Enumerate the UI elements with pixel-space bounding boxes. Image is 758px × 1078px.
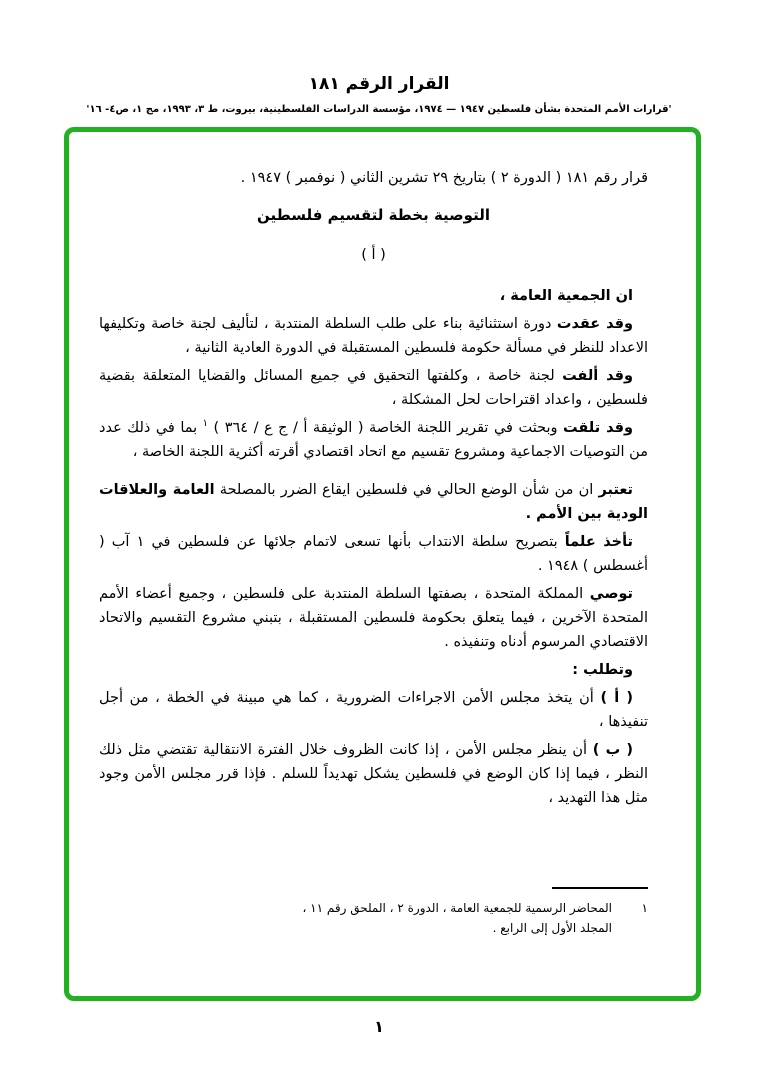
document-title: القرار الرقم ١٨١ <box>308 74 450 94</box>
paragraph <box>99 530 648 578</box>
paragraph <box>99 312 648 360</box>
section-marker: ( أ ) <box>361 247 386 263</box>
page-header <box>0 0 758 115</box>
resolution-subtitle: التوصية بخطة لتقسيم فلسطين <box>257 206 490 224</box>
paragraph-lead: وقد عقدت <box>556 316 633 332</box>
paragraph-item-b <box>99 738 648 810</box>
paragraph-lead: تأخذ علماً <box>564 534 633 550</box>
paragraph-lead: توصي <box>589 586 633 602</box>
paragraph-heading <box>99 658 648 682</box>
paragraph-text: المملكة المتحدة ، بصفتها السلطة المنتدبة على فلسطين ، وجميع أعضاء الأمم المتحدة الآخرين ، فيما يتعلق بحكومة فلسطين المستقبلة ، بتبني مشروع التقسيم والاتحاد الاقتصادي المرسوم أدناه وتنفيذه . <box>99 586 648 650</box>
paragraph <box>99 582 648 654</box>
paragraph-lead: تعتبر <box>598 482 633 498</box>
paragraph-text: دورة استثنائية بناء على طلب السلطة المنتدبة ، لتأليف لجنة خاصة وتكليفها الاعداد للنظر في مسألة حكومة فلسطين المستقبلة في الدورة العادية الثانية ، <box>99 316 648 356</box>
paragraph-preamble <box>99 284 648 308</box>
document-frame <box>64 127 701 1001</box>
paragraph-text: لجنة خاصة ، وكلفتها التحقيق في جميع المسائل والقضايا المتعلقة بقضية فلسطين ، واعداد اقتراحات لحل المشكلة ، <box>99 368 648 408</box>
paragraph-emphasis: العامة والعلاقات الودية بين الأمم . <box>99 482 648 522</box>
paragraph-lead: ( أ ) <box>600 690 633 706</box>
footnote-text: المحاضر الرسمية للجمعية العامة ، الدورة ٢ ، الملحق رقم ١١ ، المجلد الأول إلى الرابع . <box>302 901 612 935</box>
footnote <box>99 898 648 938</box>
footnote-area <box>99 887 648 996</box>
paragraph-text: ان من شأن الوضع الحالي في فلسطين ايقاع الضرر بالمصلحة <box>214 482 599 498</box>
page-number: ١ <box>374 1017 384 1036</box>
footnote-reference: ١ <box>202 418 209 430</box>
paragraph-lead: وتطلب : <box>572 662 633 678</box>
paragraph-lead: ان الجمعية العامة ، <box>499 288 633 304</box>
paragraph-text: بتصريح سلطة الانتداب بأنها تسعى لاتمام جلائها عن فلسطين في ١ آب ( أغسطس ) ١٩٤٨ . <box>99 534 648 574</box>
footnote-separator <box>552 887 648 889</box>
resolution-heading: قرار رقم ١٨١ ( الدورة ٢ ) بتاريخ ٢٩ تشرين الثاني ( نوفمبر ) ١٩٤٧ . <box>240 170 648 186</box>
paragraph-text: أن يتخذ مجلس الأمن الاجراءات الضرورية ، كما هي مبينة في الخطة ، من أجل تنفيذها ، <box>99 690 648 730</box>
paragraph-item-a <box>99 686 648 734</box>
paragraph-lead: وقد ألفت <box>562 368 633 384</box>
paragraph-lead: وقد تلقت <box>563 420 633 436</box>
paragraph <box>99 364 648 412</box>
footnote-number: ١ <box>641 901 648 915</box>
paragraph-text: بما في ذلك عدد من التوصيات الاجماعية ومشروع تقسيم مع اتحاد اقتصادي أقرته أكثرية اللجنة الخاصة ، <box>99 420 648 460</box>
paragraph <box>99 478 648 526</box>
source-citation: 'قرارات الأمم المتحدة بشأن فلسطين ١٩٤٧ — ١٩٧٤، مؤسسة الدراسات الفلسطينية، بيروت، ط ٣، ١٩٩٣، مج ١، ص٤- ١٦' <box>86 104 672 115</box>
paragraph-text: أن ينظر مجلس الأمن ، إذا كانت الظروف خلال الفترة الانتقالية تقتضي مثل ذلك النظر ، فيما إذا كان الوضع في فلسطين يشكل تهديداً للسلم . فإذا قرر مجلس الأمن وجود مثل هذا التهديد ، <box>99 742 648 806</box>
paragraph-lead: ( ب ) <box>592 742 634 758</box>
paragraph <box>99 416 648 464</box>
paragraph-text: وبحثت في تقرير اللجنة الخاصة ( الوثيقة أ / ج ع / ٣٦٤ ) <box>208 420 563 436</box>
